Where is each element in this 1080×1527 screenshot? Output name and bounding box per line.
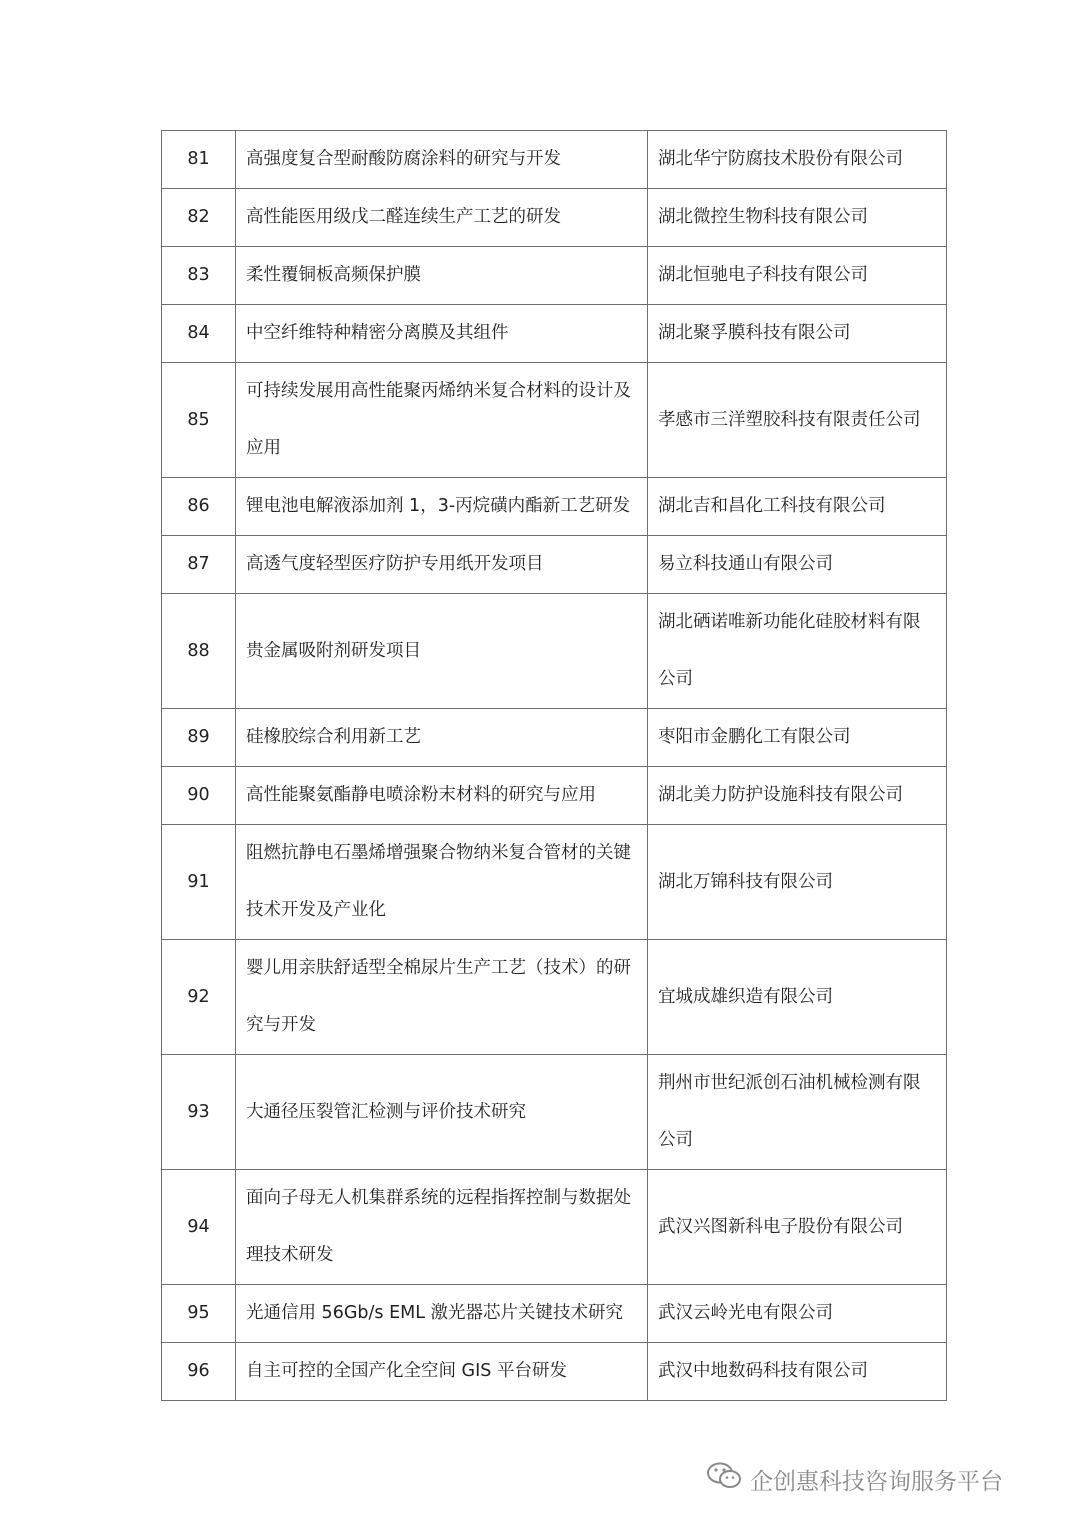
row-number: 82 (162, 189, 236, 247)
row-number: 96 (162, 1343, 236, 1401)
table-row (162, 594, 947, 709)
project-name: 高强度复合型耐酸防腐涂料的研究与开发 (236, 131, 648, 189)
company-name: 湖北微控生物科技有限公司 (648, 189, 947, 247)
company-name: 湖北美力防护设施科技有限公司 (648, 767, 947, 825)
project-name: 面向子母无人机集群系统的远程指挥控制与数据处理技术研发 (236, 1170, 648, 1285)
company-name: 湖北硒诺唯新功能化硅胶材料有限公司 (648, 594, 947, 709)
company-name: 湖北华宁防腐技术股份有限公司 (648, 131, 947, 189)
row-number: 83 (162, 247, 236, 305)
row-number: 86 (162, 478, 236, 536)
table-body (162, 131, 947, 1401)
row-number: 90 (162, 767, 236, 825)
table-row (162, 825, 947, 940)
row-number: 92 (162, 940, 236, 1055)
table-row (162, 1343, 947, 1401)
wechat-icon (706, 1461, 742, 1497)
project-name: 高透气度轻型医疗防护专用纸开发项目 (236, 536, 648, 594)
project-name: 婴儿用亲肤舒适型全棉尿片生产工艺（技术）的研究与开发 (236, 940, 648, 1055)
table-row (162, 1055, 947, 1170)
project-name: 自主可控的全国产化全空间 GIS 平台研发 (236, 1343, 648, 1401)
company-name: 荆州市世纪派创石油机械检测有限公司 (648, 1055, 947, 1170)
table-row (162, 131, 947, 189)
project-name: 光通信用 56Gb/s EML 激光器芯片关键技术研究 (236, 1285, 648, 1343)
project-name: 锂电池电解液添加剂 1，3-丙烷磺内酯新工艺研发 (236, 478, 648, 536)
row-number: 88 (162, 594, 236, 709)
project-name: 高性能医用级戊二醛连续生产工艺的研发 (236, 189, 648, 247)
company-name: 枣阳市金鹏化工有限公司 (648, 709, 947, 767)
table-row (162, 1170, 947, 1285)
company-name: 宜城成雄织造有限公司 (648, 940, 947, 1055)
watermark (706, 1455, 1003, 1503)
project-name: 柔性覆铜板高频保护膜 (236, 247, 648, 305)
project-name: 大通径压裂管汇检测与评价技术研究 (236, 1055, 648, 1170)
project-name: 中空纤维特种精密分离膜及其组件 (236, 305, 648, 363)
table-row (162, 189, 947, 247)
project-name: 可持续发展用高性能聚丙烯纳米复合材料的设计及应用 (236, 363, 648, 478)
project-name: 硅橡胶综合利用新工艺 (236, 709, 648, 767)
company-name: 易立科技通山有限公司 (648, 536, 947, 594)
company-name: 湖北聚孚膜科技有限公司 (648, 305, 947, 363)
table-row (162, 478, 947, 536)
row-number: 91 (162, 825, 236, 940)
row-number: 94 (162, 1170, 236, 1285)
row-number: 81 (162, 131, 236, 189)
company-name: 武汉兴图新科电子股份有限公司 (648, 1170, 947, 1285)
table-row (162, 363, 947, 478)
table-row (162, 709, 947, 767)
project-name: 高性能聚氨酯静电喷涂粉末材料的研究与应用 (236, 767, 648, 825)
company-name: 武汉中地数码科技有限公司 (648, 1343, 947, 1401)
row-number: 85 (162, 363, 236, 478)
table-row (162, 940, 947, 1055)
table-row (162, 1285, 947, 1343)
project-name: 贵金属吸附剂研发项目 (236, 594, 648, 709)
row-number: 93 (162, 1055, 236, 1170)
company-name: 湖北万锦科技有限公司 (648, 825, 947, 940)
table-row (162, 767, 947, 825)
table-row (162, 247, 947, 305)
company-name: 湖北恒驰电子科技有限公司 (648, 247, 947, 305)
company-name: 孝感市三洋塑胶科技有限责任公司 (648, 363, 947, 478)
project-name: 阻燃抗静电石墨烯增强聚合物纳米复合管材的关键技术开发及产业化 (236, 825, 648, 940)
row-number: 89 (162, 709, 236, 767)
row-number: 95 (162, 1285, 236, 1343)
table-row (162, 536, 947, 594)
project-table (161, 130, 947, 1401)
company-name: 湖北吉和昌化工科技有限公司 (648, 478, 947, 536)
row-number: 87 (162, 536, 236, 594)
row-number: 84 (162, 305, 236, 363)
company-name: 武汉云岭光电有限公司 (648, 1285, 947, 1343)
watermark-text: 企创惠科技咨询服务平台 (750, 1468, 1003, 1495)
table-row (162, 305, 947, 363)
